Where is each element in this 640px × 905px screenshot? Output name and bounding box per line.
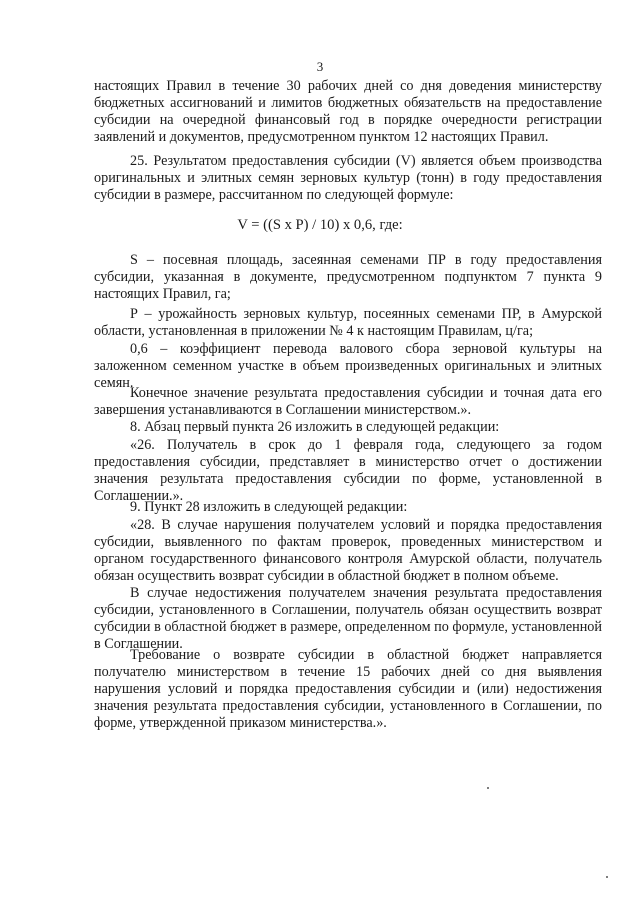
definition-s: S – посевная площадь, засеянная семенами ПР в году предоставления субсидии, указанная в документе, предусмотренном подпунктом 7 пункта 9 настоящих Правил, га; — [94, 252, 602, 302]
formula: V = ((S x P) / 10) x 0,6, где: — [237, 217, 403, 233]
paragraph-non-achievement: В случае недостижения получателем значения результата предоставления субсидии, установленного в Соглашении, получатель обязан осуществить возврат субсидии в областной бюджет в размере, определенном по формуле, установленной в Соглашении. — [94, 585, 602, 652]
definition-p: Р – урожайность зерновых культур, посеянных семенами ПР, в Амурской области, установленная в приложении № 4 к настоящим Правилам, ц/га; — [94, 306, 602, 339]
paragraph-continuation: настоящих Правил в течение 30 рабочих дней со дня доведения министерству бюджетных ассигнований и лимитов бюджетных обязательств на предоставление субсидии на очередной финансовый год в порядке очередности регистрации заявлений и документов, предусмотренном пунктом 12 настоящих Правил. — [94, 78, 602, 145]
amendment-8-heading: 8. Абзац первый пункта 26 изложить в следующей редакции: — [130, 419, 500, 435]
amendment-9-text: «28. В случае нарушения получателем условий и порядка предоставления субсидии, выявленного по фактам проверок, проведенных министерством и органом государственного финансового контроля Амурской области, получатель обязан осуществить возврат субсидии в областной бюджет в полном объеме. — [94, 517, 602, 584]
amendment-9-heading: 9. Пункт 28 изложить в следующей редакции: — [130, 499, 408, 515]
amendment-8-text: «26. Получатель в срок до 1 февраля года, следующего за годом предоставления субсидии, представляет в министерство отчет о достижении значения результата предоставления субсидии по форме, установленной в Соглашении.». — [94, 437, 602, 504]
paragraph-return-requirement: Требование о возврате субсидии в областной бюджет направляется получателю министерством в течение 15 рабочих дней со дня выявления нарушения условий и порядка предоставления субсидии и (или) недостижения значения результата предоставления субсидии, установленного в Соглашении, по форме, утвержденной приказом министерства.». — [94, 647, 602, 731]
scan-speck — [487, 787, 489, 789]
paragraph-item-25: 25. Результатом предоставления субсидии (V) является объем производства оригинальных и элитных семян зерновых культур (тонн) в году предоставления субсидии в размере, рассчитанном по следующей формуле: — [94, 153, 602, 203]
paragraph-final-value: Конечное значение результата предоставления субсидии и точная дата его завершения устанавливаются в Соглашении министерством.». — [94, 385, 602, 418]
page-number: 3 — [316, 59, 324, 74]
definition-coefficient: 0,6 – коэффициент перевода валового сбора зерновой культуры на заложенном семенном участке в объем произведенных оригинальных и элитных семян. — [94, 341, 602, 391]
scan-speck — [606, 876, 608, 878]
